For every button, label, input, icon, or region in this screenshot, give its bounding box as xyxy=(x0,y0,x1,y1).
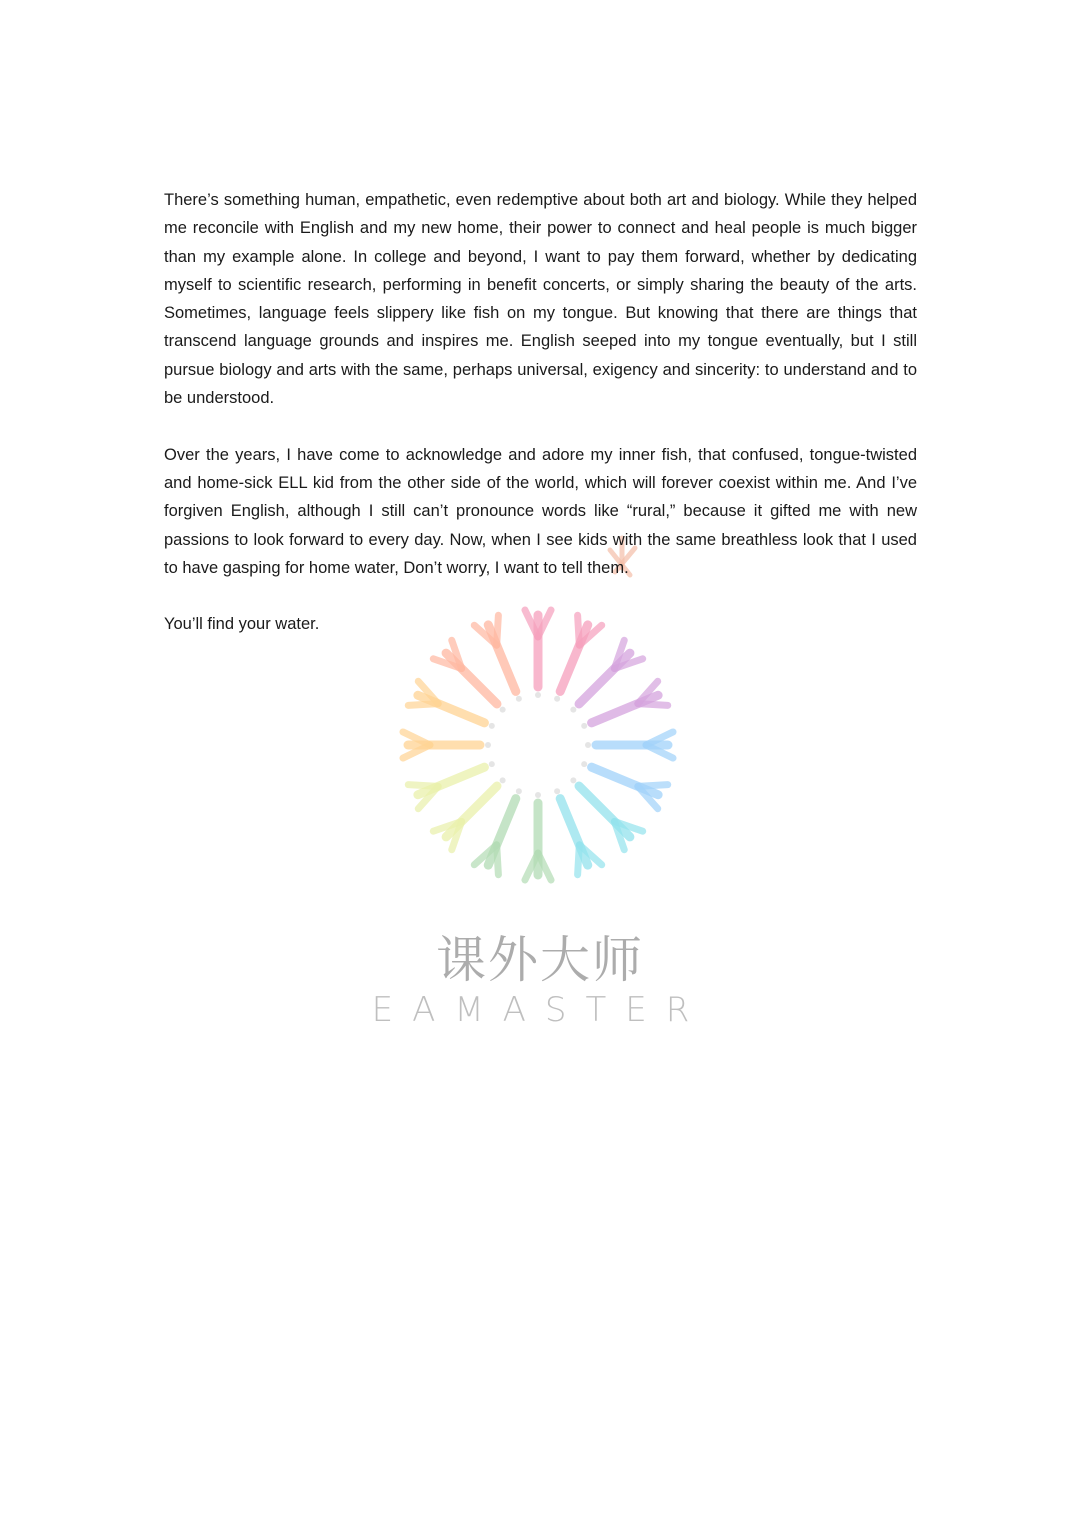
logo-seed-spoke xyxy=(585,732,673,758)
paragraph-1: There’s something human, empathetic, even redemptive about both art and biology. While they helped me reconcile with English and my new home, their power to connect and heal people is much bigger than my example alone. In college and beyond, I want to pay them forward, whether by dedicating myself to scientific research, performing in benefit concerts, or simply sharing the beauty of the arts. Sometimes, language feels slippery like fish on my tongue. But knowing that there are things that transcend language grounds and inspires me. English seeped into my tongue eventually, but I still pursue biology and arts with the same, perhaps universal, exigency and sincerity: to understand and to be understood. xyxy=(164,191,917,408)
watermark-chinese-text: 课外大师 xyxy=(436,931,644,989)
logo-seed-spoke xyxy=(525,792,551,880)
paragraph-3: You’ll find your water. xyxy=(164,615,320,634)
paragraph-2: Over the years, I have come to acknowledge and adore my inner fish, that confused, tongue-twisted and home-sick ELL kid from the other side of the world, which will forever coexist within me. And I’ve forgiven English, although I still can’t pronounce words like “rural,” because it gifted me with new passions to look forward to every day. Now, when I see kids with the same breathless look that I used to have gasping for home water, Don’t worry, I want to tell them. xyxy=(164,445,917,577)
logo-seed-spoke xyxy=(403,732,491,758)
essay-body xyxy=(164,186,917,667)
watermark-english-text: EAMASTER xyxy=(371,990,709,1030)
